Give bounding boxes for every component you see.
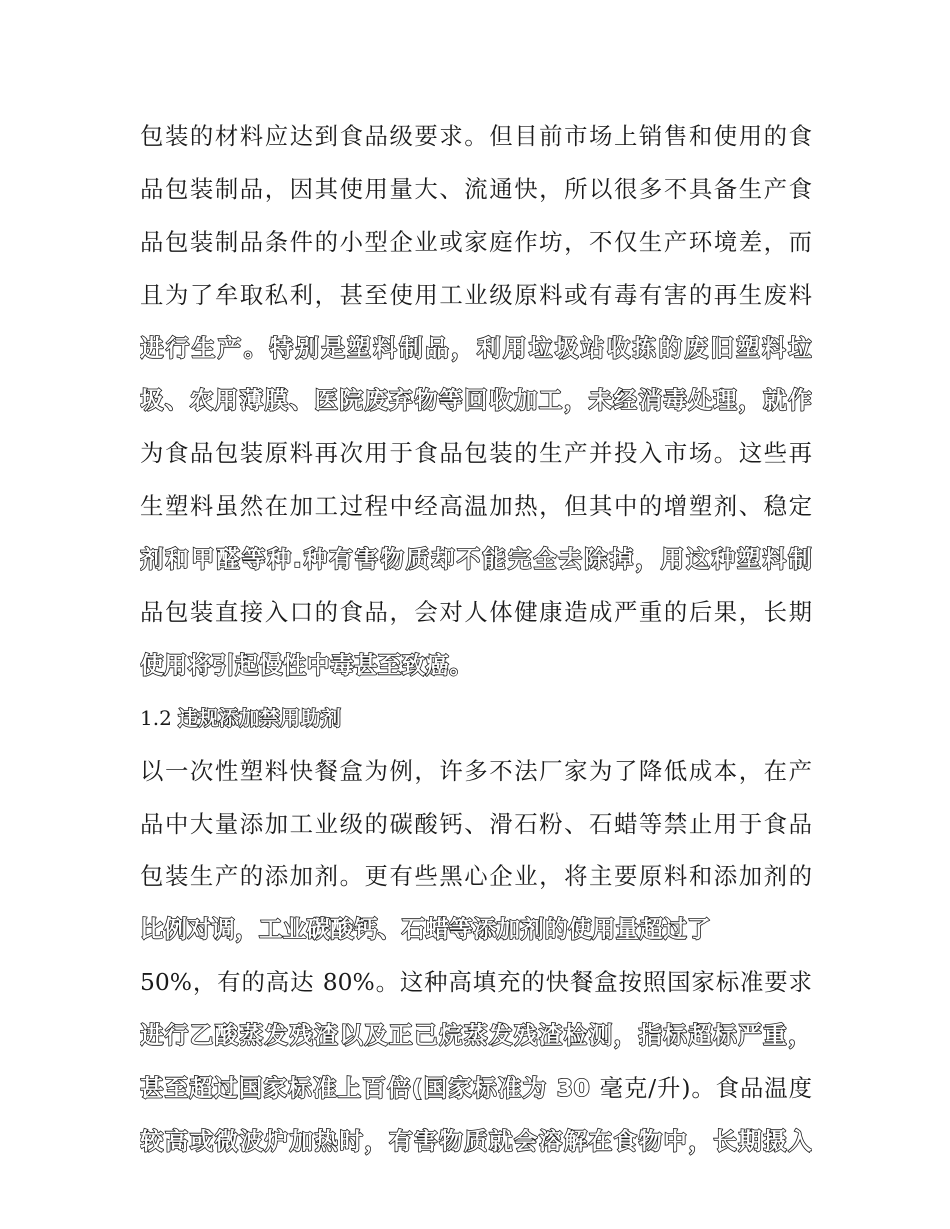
text-line-outlined: 剂和甲醛等种.种有害物质却不能完全去除掉，用这种塑料制 bbox=[140, 545, 812, 574]
text-line-outlined: 使用将引起慢性中毒甚至致癌。 bbox=[140, 650, 474, 679]
text-line-outlined: 圾、农用薄膜、医院废弃物等回收加工，未经消毒处理，就作 bbox=[140, 386, 812, 415]
text-line: 且为了牟取私利，甚至使用工业级原料或有毒有害的再生废料 bbox=[140, 280, 812, 309]
text-line-outlined: 进行乙酸蒸发残渣以及正己烷蒸发残渣检测，指标超标严重， bbox=[140, 1021, 812, 1050]
text-segment-outlined: 甚至超过国家标准上百倍(国家标准为 30 bbox=[140, 1074, 600, 1103]
text-line: 以一次性塑料快餐盒为例，许多不法厂家为了降低成本，在产 bbox=[140, 756, 812, 785]
text-line: 包装的材料应达到食品级要求。但目前市场上销售和使用的食 bbox=[140, 122, 812, 150]
text-line: 品中大量添加工业级的碳酸钙、滑石粉、石蜡等禁止用于食品 bbox=[140, 809, 812, 838]
text-line: 品包装制品，因其使用量大、流通快，所以很多不具备生产食 bbox=[140, 174, 812, 203]
text-line: 为食品包装原料再次用于食品包装的生产并投入市场。这些再 bbox=[140, 439, 812, 468]
text-line: 包装生产的添加剂。更有些黑心企业，将主要原料和添加剂的 bbox=[140, 862, 812, 891]
text-line: 品包装制品条件的小型企业或家庭作坊，不仅生产环境差，而 bbox=[140, 227, 812, 256]
text-line-outlined: 较高或微波炉加热时，有害物质就会溶解在食物中，长期摄入 bbox=[140, 1126, 812, 1155]
text-line: 生塑料虽然在加工过程中经高温加热，但其中的增塑剂、稳定 bbox=[140, 492, 812, 521]
section-heading bbox=[140, 692, 812, 745]
text-segment: 毫克/升)。食品温度 bbox=[599, 1074, 812, 1103]
section-number: 1.2 bbox=[140, 705, 172, 730]
document-body bbox=[140, 110, 812, 1168]
text-line: 品包装直接入口的食品，会对人体健康造成严重的后果，长期 bbox=[140, 598, 812, 627]
text-line: 50%，有的高达 80%。这种高填充的快餐盒按照国家标准要求 bbox=[140, 968, 812, 997]
text-line-outlined: 比例对调，工业碳酸钙、石蜡等添加剂的使用量超过了 bbox=[140, 915, 711, 944]
section-title: 违规添加禁用助剂 bbox=[178, 705, 342, 730]
text-line-outlined: 进行生产。特别是塑料制品，利用垃圾站收拣的废旧塑料垃 bbox=[140, 333, 812, 362]
text-line-mixed bbox=[140, 1062, 812, 1115]
